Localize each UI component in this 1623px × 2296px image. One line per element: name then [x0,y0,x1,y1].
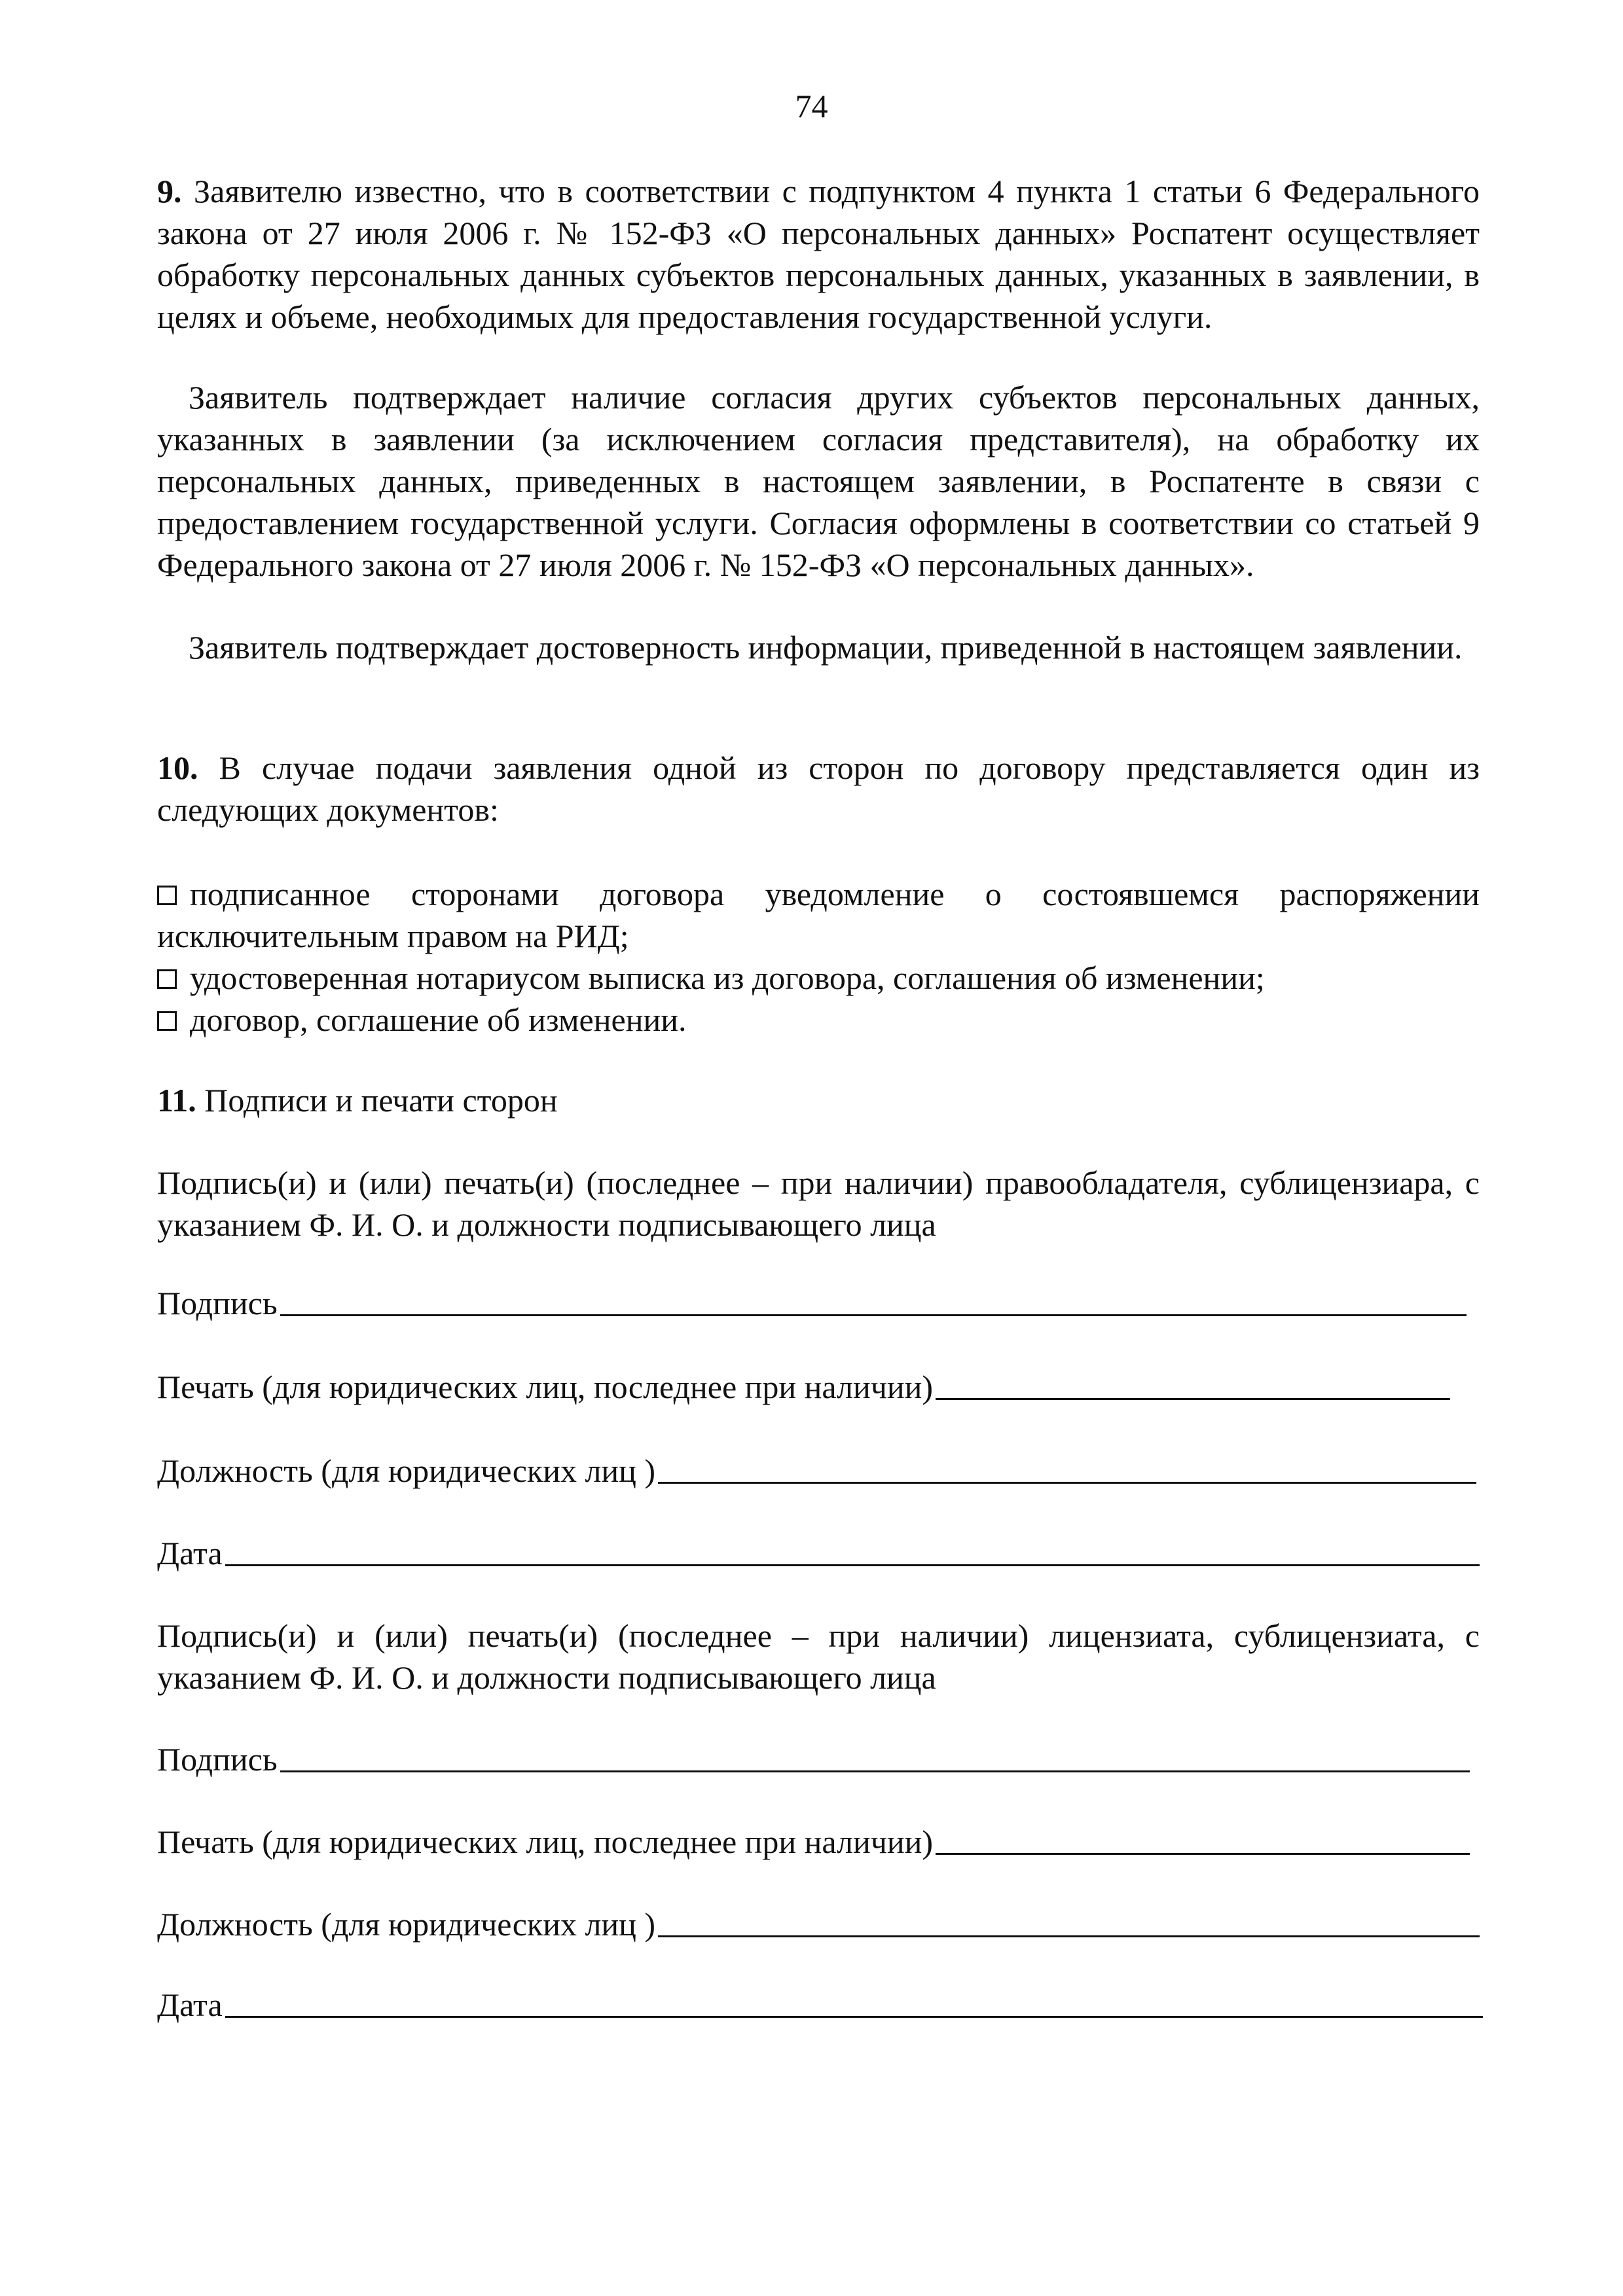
party-2-date-field[interactable] [157,1984,1483,2026]
section-11-title: Подписи и печати сторон [204,1082,558,1119]
seal-line[interactable] [936,1853,1470,1855]
option-label: удостоверенная нотариусом выписка из договора, соглашения об изменении; [190,960,1265,996]
section-9-paragraph-3: Заявитель подтверждает достоверность информации, приведенной в настоящем заявлении. [189,629,1463,666]
party-1-position-field[interactable] [157,1450,1476,1492]
signature-line[interactable] [280,1770,1470,1772]
position-line[interactable] [658,1935,1480,1937]
checkbox[interactable] [157,1011,177,1031]
party-2-caption: Подпись(и) и (или) печать(и) (последнее – при наличии) лицензиата, сублицензиата, с указанием Ф. И. О. и должности подписывающего лица [157,1617,1480,1696]
party-1-signature-field[interactable] [157,1282,1467,1324]
signature-line[interactable] [280,1314,1467,1316]
section-10-paragraph [157,747,1480,831]
section-10-number: 10. [157,749,198,786]
position-line[interactable] [658,1482,1476,1484]
date-line[interactable] [225,2016,1483,2018]
section-10-option-2 [157,957,1480,999]
section-9-paragraph-1 [157,170,1480,338]
option-label: подписанное сторонами договора уведомление о состоявшемся распоряжении исключительным правом на РИД; [157,876,1480,954]
field-label: Печать (для юридических лиц, последнее при наличии) [157,1369,934,1405]
party-2-seal-field[interactable] [157,1821,1470,1863]
field-label: Дата [157,1535,223,1571]
party-2-position-field[interactable] [157,1903,1480,1945]
section-9-number: 9. [157,173,182,209]
section-11-heading [157,1079,1480,1121]
section-11-number: 11. [157,1082,196,1119]
section-10-option-1 [157,873,1480,957]
section-10-option-3 [157,999,1480,1041]
party-1-caption: Подпись(и) и (или) печать(и) (последнее – при наличии) правообладателя, сублицензиара, с указанием Ф. И. О. и должности подписывающего лица [157,1164,1480,1243]
checkbox[interactable] [157,886,177,905]
field-label: Должность (для юридических лиц ) [157,1452,656,1489]
field-label: Дата [157,1986,223,2023]
field-label: Подпись [157,1741,278,1778]
field-label: Должность (для юридических лиц ) [157,1906,656,1943]
section-10-text: В случае подачи заявления одной из сторон по договору представляется один из следующих документов: [157,749,1480,828]
party-2-signature-field[interactable] [157,1738,1470,1780]
page-number: 74 [795,88,828,124]
party-1-date-field[interactable] [157,1532,1480,1574]
date-line[interactable] [225,1564,1480,1566]
field-label: Подпись [157,1285,278,1321]
party-1-seal-field[interactable] [157,1366,1450,1408]
field-label: Печать (для юридических лиц, последнее при наличии) [157,1823,934,1860]
section-9-text: Заявителю известно, что в соответствии с подпунктом 4 пункта 1 статьи 6 Федерального закона от 27 июля 2006 г. № 152-ФЗ «О персональных данных» Роспатент осуществляет обработку персональных данных субъектов персональных данных, указанных в заявлении, в целях и объеме, необходимых для предоставления государственной услуги. [157,173,1480,335]
seal-line[interactable] [936,1398,1450,1400]
option-label: договор, соглашение об изменении. [190,1001,687,1038]
section-9-paragraph-2: Заявитель подтверждает наличие согласия других субъектов персональных данных, указанных в заявлении (за исключением согласия представителя), на обработку их персональных данных, приведенных в настоящем заявлении, в Роспатенте в связи с предоставлением государственной услуги. Согласия оформлены в соответствии со статьей 9 Федерального закона от 27 июля 2006 г. № 152-ФЗ «О персональных данных». [157,379,1480,583]
checkbox[interactable] [157,969,177,989]
